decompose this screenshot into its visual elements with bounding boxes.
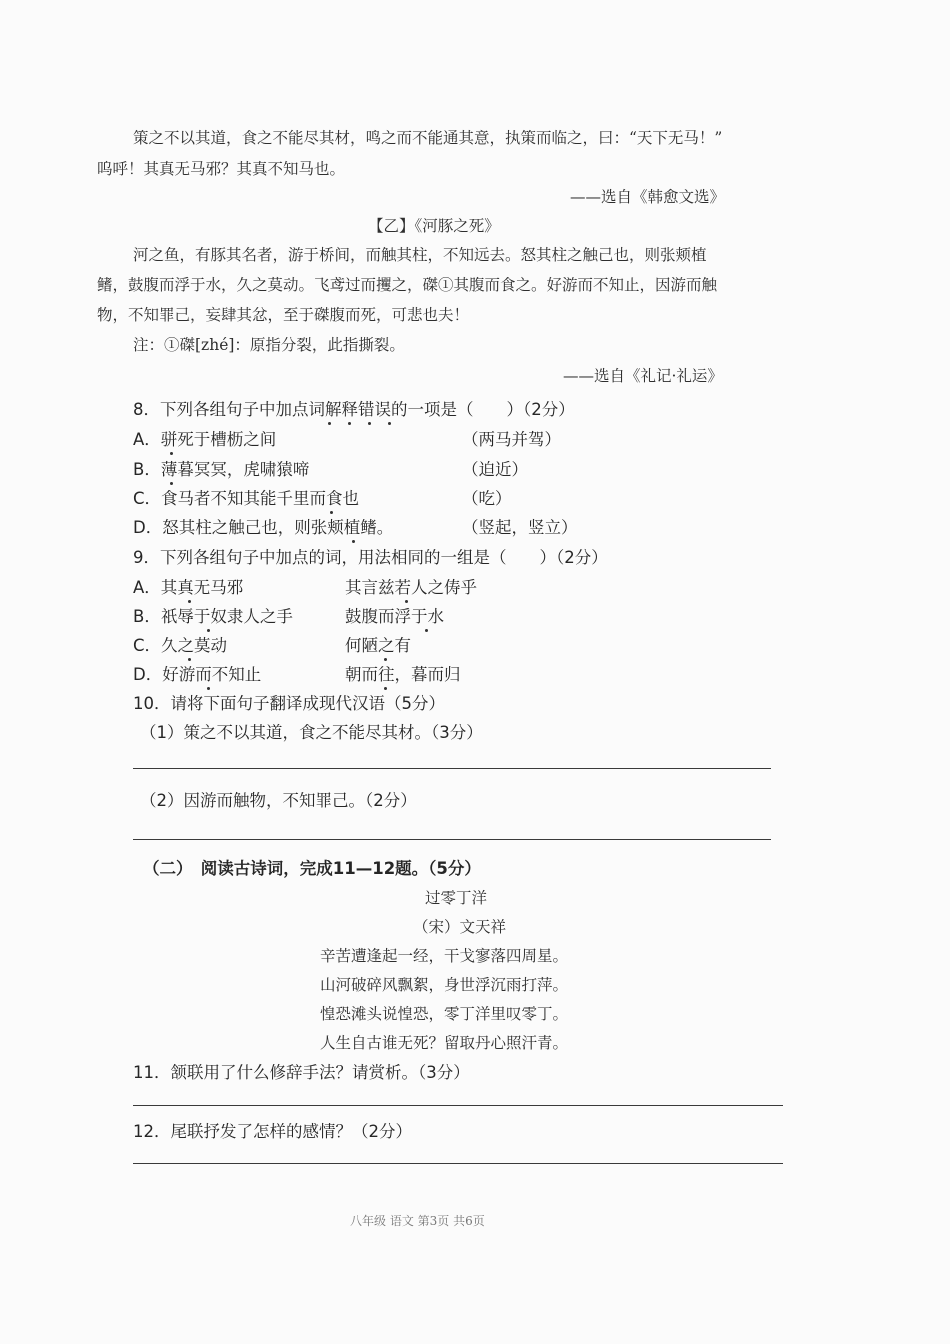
q9-option-d-right: 朝而往，暮而归 <box>345 665 461 684</box>
q9-option-c-left: C．久之莫动 <box>133 636 228 655</box>
emphasis-dot <box>368 422 371 425</box>
passage-yi-line-1: 河之鱼，有豚其名者，游于桥间，而触其柱，不知远去。怒其柱之触己也，则张颊植 <box>133 246 707 264</box>
q8-option-b-gloss: （迫近） <box>462 460 528 479</box>
emphasis-dot <box>352 540 355 543</box>
q8-option-d: D．怒其柱之触己也，则张颊植鳍。 <box>133 518 394 537</box>
q8-option-b: B．薄暮冥冥，虎啸猿啼 <box>133 460 310 479</box>
answer-line-q10-2[interactable] <box>133 839 771 840</box>
answer-line-q11[interactable] <box>133 1105 783 1106</box>
emphasis-dot <box>170 452 173 455</box>
section2-heading: （二） 阅读古诗词，完成11—12题。（5分） <box>143 859 481 878</box>
q8-option-d-gloss: （竖起，竖立） <box>462 518 578 537</box>
answer-line-q12[interactable] <box>133 1163 783 1164</box>
poem-author: （宋）文天祥 <box>413 918 507 936</box>
poem-line-2: 山河破碎风飘絮，身世浮沉雨打萍。 <box>320 976 569 994</box>
passage-jia-source: ——选自《韩愈文选》 <box>570 188 726 206</box>
q9-stem: 9．下列各组句子中加点的词，用法相同的一组是（ ）（2分） <box>133 548 608 567</box>
q9-option-c-right: 何陋之有 <box>345 636 411 655</box>
q9-option-d-left: D．好游而不知止 <box>133 665 262 684</box>
page-footer: 八年级 语文 第3页 共6页 <box>350 1214 485 1228</box>
q10-sub2: （2）因游而触物，不知罪己。（2分） <box>140 791 417 810</box>
q8-option-c-gloss: （吃） <box>462 489 512 508</box>
passage-yi-source: ——选自《礼记·礼运》 <box>563 367 723 385</box>
q9-option-a-left: A．其真无马邪 <box>133 578 244 597</box>
passage-yi-line-2: 鳍，鼓腹而浮于水，久之莫动。飞鸢过而攫之，磔①其腹而食之。好游而不知止，因游而触 <box>97 276 718 294</box>
passage-jia-line-1: 策之不以其道，食之不能尽其材，鸣之而不能通其意，执策而临之，曰：“天下无马！” <box>133 129 723 147</box>
emphasis-dot <box>348 422 351 425</box>
passage-yi-title: 【乙】《河豚之死》 <box>368 217 500 235</box>
q9-option-b-right: 鼓腹而浮于水 <box>345 607 444 626</box>
q8-option-a-gloss: （两马并驾） <box>462 430 561 449</box>
q12-stem: 12．尾联抒发了怎样的感情？（2分） <box>133 1122 412 1141</box>
q8-option-c: C．食马者不知其能千里而食也 <box>133 489 360 508</box>
q9-option-a-right: 其言兹若人之俦乎 <box>345 578 477 597</box>
poem-line-1: 辛苦遭逢起一经，干戈寥落四周星。 <box>320 947 569 965</box>
poem-line-3: 惶恐滩头说惶恐，零丁洋里叹零丁。 <box>320 1005 569 1023</box>
emphasis-dot <box>207 629 210 632</box>
q10-stem: 10．请将下面句子翻译成现代汉语（5分） <box>133 694 445 713</box>
q9-option-b-left: B．祇辱于奴隶人之手 <box>133 607 293 626</box>
emphasis-dot <box>188 658 191 661</box>
answer-line-q10-1[interactable] <box>133 768 771 769</box>
q8-option-a: A．骈死于槽枥之间 <box>133 430 277 449</box>
emphasis-dot <box>188 600 191 603</box>
emphasis-dot <box>384 658 387 661</box>
emphasis-dot <box>405 600 408 603</box>
q11-stem: 11．颔联用了什么修辞手法？请赏析。（3分） <box>133 1063 470 1082</box>
emphasis-dot <box>388 422 391 425</box>
emphasis-dot <box>170 482 173 485</box>
passage-jia-line-2: 呜呼！其真无马邪？其真不知马也。 <box>97 160 346 178</box>
emphasis-dot <box>425 629 428 632</box>
emphasis-dot <box>328 422 331 425</box>
q10-sub1: （1）策之不以其道，食之不能尽其材。（3分） <box>140 723 483 742</box>
poem-line-4: 人生自古谁无死？留取丹心照汗青。 <box>320 1034 569 1052</box>
q8-stem: 8．下列各组句子中加点词解释错误的一项是（ ）（2分） <box>133 400 575 419</box>
passage-yi-line-3: 物，不知罪己，妄肆其忿，至于磔腹而死，可悲也夫！ <box>97 306 470 324</box>
emphasis-dot <box>330 511 333 514</box>
emphasis-dot <box>384 687 387 690</box>
passage-yi-note: 注：①磔[zhé]：原指分裂，此指撕裂。 <box>133 336 405 354</box>
emphasis-dot <box>207 687 210 690</box>
poem-title: 过零丁洋 <box>425 889 488 907</box>
